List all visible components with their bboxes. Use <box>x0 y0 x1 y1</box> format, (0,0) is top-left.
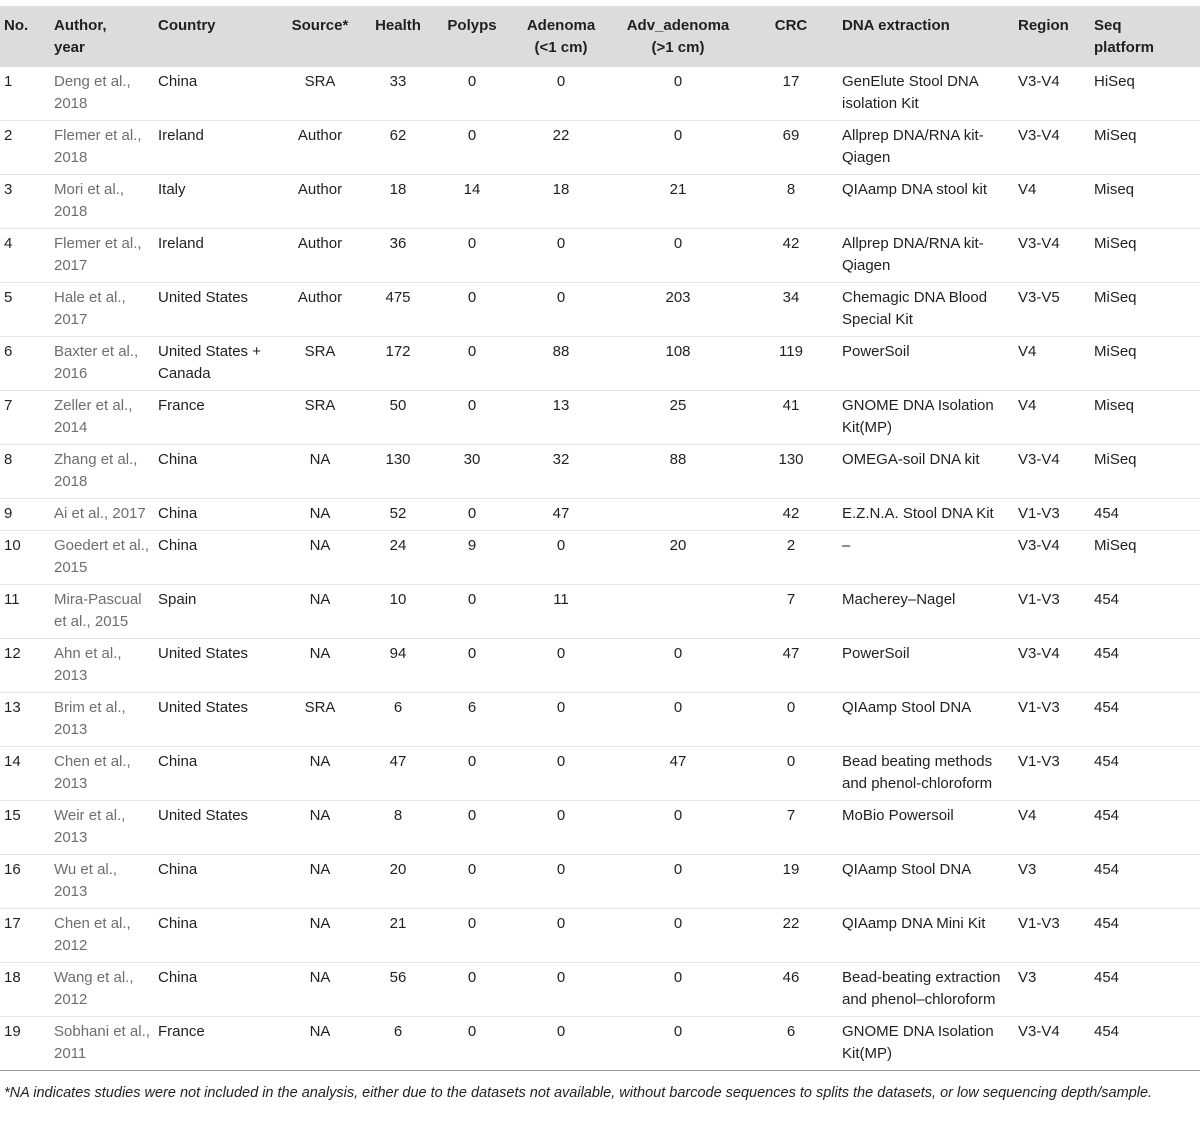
cell-crc: 6 <box>786 1023 796 1040</box>
cell-author: Hale et al., 2017 <box>54 289 126 328</box>
cell-crc: 7 <box>786 807 796 824</box>
cell-adenoma: 0 <box>556 807 566 824</box>
cell-seq-platform: 454 <box>1094 645 1120 662</box>
cell-country: China <box>158 537 198 554</box>
cell-polyps: 0 <box>467 861 477 878</box>
header-health: Health <box>375 17 421 34</box>
cell-source: NA <box>309 591 331 608</box>
table-row <box>0 585 1200 639</box>
cell-crc: 0 <box>786 699 796 716</box>
cell-polyps: 0 <box>467 73 477 90</box>
cell-health: 6 <box>393 699 403 716</box>
cell-adv-adenoma: 0 <box>673 645 683 662</box>
cell-no: 11 <box>4 591 20 608</box>
table-row <box>0 175 1200 229</box>
cell-no: 19 <box>4 1023 21 1040</box>
cell-health: 8 <box>393 807 403 824</box>
cell-health: 475 <box>385 289 411 306</box>
table-row <box>0 67 1200 121</box>
cell-no: 18 <box>4 969 21 986</box>
header-no: No. <box>4 17 29 34</box>
cell-country: China <box>158 73 198 90</box>
cell-dna-extraction: QIAamp DNA Mini Kit <box>842 915 986 932</box>
cell-polyps: 0 <box>467 397 477 414</box>
table-row <box>0 121 1200 175</box>
cell-health: 50 <box>389 397 407 414</box>
cell-source: NA <box>309 537 331 554</box>
cell-dna-extraction: QIAamp Stool DNA <box>842 861 972 878</box>
cell-country: United States <box>158 289 249 306</box>
cell-source: NA <box>309 753 331 770</box>
cell-dna-extraction: – <box>842 537 851 554</box>
cell-author: Brim et al., 2013 <box>54 699 126 738</box>
cell-seq-platform: 454 <box>1094 505 1120 522</box>
cell-region: V1-V3 <box>1018 915 1060 932</box>
cell-dna-extraction: Macherey–Nagel <box>842 591 956 608</box>
cell-region: V3-V4 <box>1018 127 1060 144</box>
cell-seq-platform: MiSeq <box>1094 451 1137 468</box>
cell-adv-adenoma: 20 <box>669 537 687 554</box>
cell-country: China <box>158 451 198 468</box>
cell-country: China <box>158 753 198 770</box>
cell-author: Wu et al., 2013 <box>54 861 118 900</box>
cell-source: Author <box>297 181 343 198</box>
table-row <box>0 693 1200 747</box>
cell-seq-platform: MiSeq <box>1094 127 1137 144</box>
cell-author: Chen et al., 2013 <box>54 753 131 792</box>
cell-seq-platform: HiSeq <box>1094 73 1135 90</box>
cell-country: France <box>158 1023 205 1040</box>
cell-no: 3 <box>4 181 13 198</box>
cell-polyps: 6 <box>467 699 477 716</box>
header-author: Author, year <box>54 17 107 56</box>
cell-health: 6 <box>393 1023 403 1040</box>
cell-source: SRA <box>304 699 336 716</box>
table-row <box>0 229 1200 283</box>
cell-adenoma: 0 <box>556 699 566 716</box>
cell-seq-platform: MiSeq <box>1094 289 1137 306</box>
cell-adv-adenoma: 88 <box>669 451 687 468</box>
header-row <box>0 6 1200 67</box>
cell-polyps: 0 <box>467 343 477 360</box>
cell-health: 62 <box>389 127 407 144</box>
cell-adv-adenoma: 0 <box>673 1023 683 1040</box>
cell-source: NA <box>309 1023 331 1040</box>
cell-crc: 2 <box>786 537 796 554</box>
cell-health: 94 <box>389 645 407 662</box>
cell-crc: 0 <box>786 753 796 770</box>
cell-seq-platform: 454 <box>1094 699 1120 716</box>
cell-adenoma: 47 <box>552 505 570 522</box>
cell-polyps: 0 <box>467 753 477 770</box>
cell-crc: 7 <box>786 591 796 608</box>
cell-polyps: 0 <box>467 127 477 144</box>
cell-country: United States <box>158 699 249 716</box>
cell-adv-adenoma: 0 <box>673 915 683 932</box>
cell-adv-adenoma: 0 <box>673 235 683 252</box>
cell-source: Author <box>297 289 343 306</box>
cell-author: Zhang et al., 2018 <box>54 451 138 490</box>
cell-author: Mira-Pascual et al., 2015 <box>54 591 142 630</box>
cell-adv-adenoma: 0 <box>673 127 683 144</box>
cell-dna-extraction: GNOME DNA Isolation Kit(MP) <box>842 397 994 436</box>
cell-adenoma: 0 <box>556 73 566 90</box>
cell-adv-adenoma: 203 <box>665 289 691 306</box>
cell-crc: 69 <box>782 127 800 144</box>
cell-author: Weir et al., 2013 <box>54 807 126 846</box>
cell-polyps: 0 <box>467 915 477 932</box>
cell-country: United States <box>158 807 249 824</box>
cell-adv-adenoma <box>612 585 744 639</box>
cell-seq-platform: 454 <box>1094 969 1120 986</box>
cell-no: 2 <box>4 127 13 144</box>
cell-region: V1-V3 <box>1018 505 1060 522</box>
cell-adenoma: 0 <box>556 645 566 662</box>
cell-polyps: 0 <box>467 1023 477 1040</box>
cell-dna-extraction: Chemagic DNA Blood Special Kit <box>842 289 988 328</box>
cell-polyps: 0 <box>467 645 477 662</box>
cell-author: Ahn et al., 2013 <box>54 645 122 684</box>
cell-health: 21 <box>389 915 407 932</box>
cell-crc: 17 <box>782 73 800 90</box>
cell-polyps: 9 <box>467 537 477 554</box>
cell-adv-adenoma: 108 <box>665 343 691 360</box>
cell-polyps: 0 <box>467 235 477 252</box>
cell-adenoma: 0 <box>556 1023 566 1040</box>
table-header <box>0 6 1200 67</box>
cell-author: Ai et al., 2017 <box>54 505 146 522</box>
cell-health: 33 <box>389 73 407 90</box>
cell-region: V1-V3 <box>1018 591 1060 608</box>
cell-adv-adenoma: 0 <box>673 807 683 824</box>
cell-region: V3-V4 <box>1018 451 1060 468</box>
cell-adenoma: 22 <box>552 127 570 144</box>
cell-health: 172 <box>385 343 411 360</box>
header-dna-extraction: DNA extraction <box>842 17 950 34</box>
cell-author: Wang et al., 2012 <box>54 969 134 1008</box>
cell-dna-extraction: GenElute Stool DNA isolation Kit <box>842 73 978 112</box>
cell-source: NA <box>309 451 331 468</box>
cell-author: Deng et al., 2018 <box>54 73 131 112</box>
cell-health: 10 <box>389 591 407 608</box>
table-footnote: *NA indicates studies were not included in the analysis, either due to the datasets not available, without barcode sequences to splits the datasets, or low sequencing depth/sample. <box>4 1085 1153 1101</box>
cell-author: Mori et al., 2018 <box>54 181 125 220</box>
table-row <box>0 963 1200 1017</box>
cell-health: 130 <box>385 451 411 468</box>
table-body <box>0 67 1200 1071</box>
cell-no: 17 <box>4 915 21 932</box>
cell-author: Goedert et al., 2015 <box>54 537 150 576</box>
cell-crc: 22 <box>782 915 800 932</box>
cell-crc: 130 <box>778 451 804 468</box>
cell-no: 15 <box>4 807 21 824</box>
cell-dna-extraction: Bead beating methods and phenol-chloroform <box>842 753 993 792</box>
table-row <box>0 801 1200 855</box>
cell-crc: 8 <box>786 181 796 198</box>
cell-country: China <box>158 915 198 932</box>
cell-adv-adenoma: 47 <box>669 753 687 770</box>
cell-no: 16 <box>4 861 21 878</box>
cell-source: NA <box>309 505 331 522</box>
cell-no: 1 <box>4 73 13 90</box>
cell-country: China <box>158 861 198 878</box>
cell-country: United States + Canada <box>158 343 261 382</box>
cell-seq-platform: 454 <box>1094 807 1120 824</box>
cell-dna-extraction: QIAamp DNA stool kit <box>842 181 988 198</box>
cell-country: France <box>158 397 205 414</box>
cell-region: V4 <box>1018 343 1037 360</box>
cell-seq-platform: MiSeq <box>1094 235 1137 252</box>
cell-dna-extraction: PowerSoil <box>842 645 910 662</box>
table-row <box>0 909 1200 963</box>
cell-crc: 46 <box>782 969 800 986</box>
header-polyps: Polyps <box>447 17 497 34</box>
cell-seq-platform: MiSeq <box>1094 343 1137 360</box>
cell-no: 7 <box>4 397 13 414</box>
cell-crc: 119 <box>779 343 803 360</box>
table-row <box>0 499 1200 531</box>
cell-author: Zeller et al., 2014 <box>54 397 133 436</box>
cell-seq-platform: 454 <box>1094 753 1120 770</box>
cell-author: Flemer et al., 2018 <box>54 127 142 166</box>
cell-adv-adenoma: 0 <box>673 699 683 716</box>
cell-adv-adenoma: 21 <box>669 181 687 198</box>
cell-polyps: 0 <box>467 591 477 608</box>
cell-source: NA <box>309 807 331 824</box>
cell-no: 4 <box>4 235 13 252</box>
cell-region: V1-V3 <box>1018 699 1060 716</box>
cell-region: V3-V4 <box>1018 235 1060 252</box>
cell-dna-extraction: PowerSoil <box>842 343 910 360</box>
cell-country: China <box>158 969 198 986</box>
cell-health: 20 <box>389 861 407 878</box>
cell-author: Flemer et al., 2017 <box>54 235 142 274</box>
cell-dna-extraction: OMEGA-soil DNA kit <box>842 451 980 468</box>
cell-health: 24 <box>389 537 407 554</box>
header-region: Region <box>1018 17 1069 34</box>
cell-adv-adenoma: 0 <box>673 73 683 90</box>
cell-region: V3 <box>1018 861 1037 878</box>
cell-country: Ireland <box>158 127 204 144</box>
cell-dna-extraction: Allprep DNA/RNA kit-Qiagen <box>842 235 984 274</box>
cell-seq-platform: 454 <box>1094 861 1120 878</box>
cell-adenoma: 13 <box>552 397 570 414</box>
cell-source: NA <box>309 645 331 662</box>
table-row <box>0 639 1200 693</box>
cell-no: 8 <box>4 451 13 468</box>
cell-author: Chen et al., 2012 <box>54 915 131 954</box>
cell-dna-extraction: Allprep DNA/RNA kit-Qiagen <box>842 127 984 166</box>
table-row <box>0 391 1200 445</box>
cell-source: NA <box>309 915 331 932</box>
cell-polyps: 0 <box>467 969 477 986</box>
cell-adenoma: 0 <box>556 235 566 252</box>
cell-source: Author <box>297 235 343 252</box>
cell-adenoma: 0 <box>556 915 566 932</box>
cell-polyps: 0 <box>467 505 477 522</box>
cell-region: V3-V4 <box>1018 73 1060 90</box>
cell-no: 12 <box>4 645 21 662</box>
cell-seq-platform: 454 <box>1094 1023 1120 1040</box>
cell-region: V4 <box>1018 181 1037 198</box>
cell-seq-platform: Miseq <box>1094 181 1135 198</box>
cell-dna-extraction: QIAamp Stool DNA <box>842 699 972 716</box>
cell-adv-adenoma <box>612 499 744 531</box>
cell-polyps: 0 <box>467 289 477 306</box>
header-source: Source* <box>291 17 349 34</box>
cell-health: 36 <box>389 235 407 252</box>
cell-country: United States <box>158 645 249 662</box>
table-row <box>0 747 1200 801</box>
cell-adenoma: 0 <box>556 537 566 554</box>
cell-adenoma: 32 <box>552 451 570 468</box>
header-country: Country <box>158 17 216 34</box>
cell-source: Author <box>297 127 343 144</box>
studies-table <box>0 6 1200 1071</box>
cell-polyps: 30 <box>463 451 481 468</box>
cell-polyps: 0 <box>467 807 477 824</box>
header-crc: CRC <box>774 17 808 34</box>
cell-crc: 47 <box>782 645 800 662</box>
cell-adv-adenoma: 25 <box>669 397 687 414</box>
cell-crc: 42 <box>782 505 800 522</box>
header-adv-adenoma: Adv_adenoma (>1 cm) <box>626 17 730 56</box>
cell-health: 18 <box>389 181 407 198</box>
cell-country: Italy <box>158 181 186 198</box>
cell-no: 14 <box>4 753 21 770</box>
table-row <box>0 445 1200 499</box>
cell-region: V4 <box>1018 397 1037 414</box>
cell-region: V3-V4 <box>1018 645 1060 662</box>
cell-adenoma: 0 <box>556 753 566 770</box>
cell-no: 9 <box>4 505 13 522</box>
cell-adv-adenoma: 0 <box>673 861 683 878</box>
table-row <box>0 337 1200 391</box>
cell-source: NA <box>309 969 331 986</box>
cell-dna-extraction: MoBio Powersoil <box>842 807 954 824</box>
cell-region: V1-V3 <box>1018 753 1060 770</box>
cell-adenoma: 0 <box>556 969 566 986</box>
cell-country: Ireland <box>158 235 204 252</box>
cell-no: 5 <box>4 289 13 306</box>
cell-region: V3-V4 <box>1018 1023 1060 1040</box>
header-adenoma: Adenoma (<1 cm) <box>526 17 596 56</box>
cell-adenoma: 0 <box>556 289 566 306</box>
cell-no: 13 <box>4 699 21 716</box>
cell-author: Sobhani et al., 2011 <box>54 1023 150 1062</box>
cell-author: Baxter et al., 2016 <box>54 343 139 382</box>
cell-health: 56 <box>389 969 407 986</box>
cell-adv-adenoma: 0 <box>673 969 683 986</box>
cell-adenoma: 88 <box>552 343 570 360</box>
cell-crc: 34 <box>782 289 800 306</box>
cell-source: SRA <box>304 343 336 360</box>
cell-region: V3 <box>1018 969 1037 986</box>
table-row <box>0 283 1200 337</box>
table-row <box>0 855 1200 909</box>
cell-seq-platform: 454 <box>1094 915 1120 932</box>
cell-no: 10 <box>4 537 21 554</box>
cell-health: 52 <box>389 505 407 522</box>
cell-source: NA <box>309 861 331 878</box>
cell-source: SRA <box>304 397 336 414</box>
cell-seq-platform: 454 <box>1094 591 1120 608</box>
cell-adenoma: 11 <box>553 591 569 608</box>
cell-region: V4 <box>1018 807 1037 824</box>
cell-crc: 42 <box>782 235 800 252</box>
cell-dna-extraction: GNOME DNA Isolation Kit(MP) <box>842 1023 994 1062</box>
cell-no: 6 <box>4 343 13 360</box>
table-row <box>0 1017 1200 1071</box>
cell-country: China <box>158 505 198 522</box>
cell-seq-platform: Miseq <box>1094 397 1135 414</box>
cell-crc: 19 <box>782 861 800 878</box>
header-seq-platform: Seq platform <box>1094 17 1154 56</box>
cell-dna-extraction: Bead-beating extraction and phenol–chloroform <box>842 969 1001 1008</box>
cell-dna-extraction: E.Z.N.A. Stool DNA Kit <box>842 505 994 522</box>
cell-source: SRA <box>304 73 336 90</box>
cell-health: 47 <box>389 753 407 770</box>
cell-country: Spain <box>158 591 197 608</box>
cell-region: V3-V4 <box>1018 537 1060 554</box>
cell-seq-platform: MiSeq <box>1094 537 1137 554</box>
cell-adenoma: 18 <box>552 181 570 198</box>
table-row <box>0 531 1200 585</box>
cell-crc: 41 <box>782 397 800 414</box>
cell-polyps: 14 <box>463 181 481 198</box>
cell-region: V3-V5 <box>1018 289 1060 306</box>
cell-adenoma: 0 <box>556 861 566 878</box>
